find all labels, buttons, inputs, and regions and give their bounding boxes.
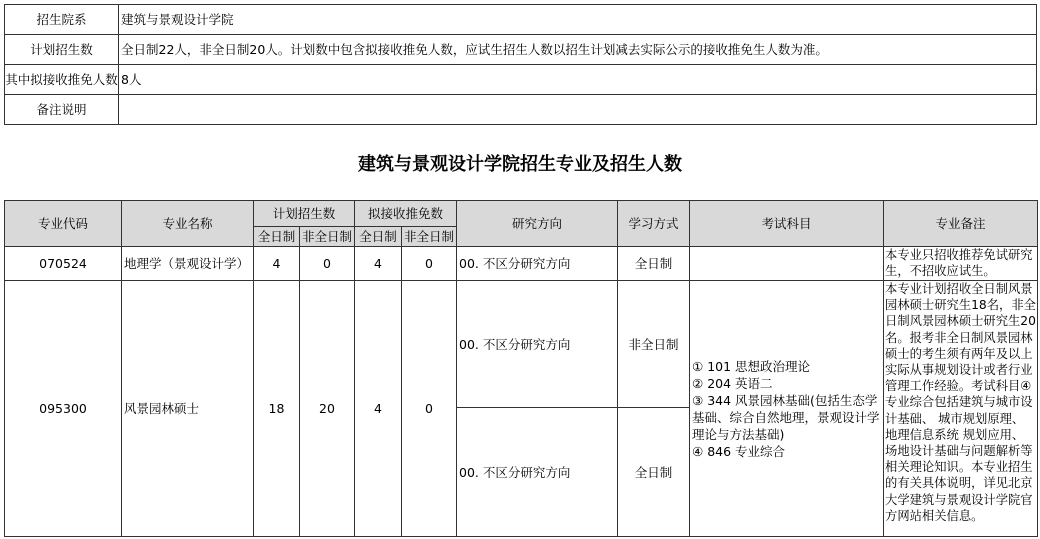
cell-code: 095300 [5,281,122,537]
info-value: 8人 [119,65,1037,95]
info-row [5,65,1037,95]
cell-code: 070524 [5,247,122,281]
cell-direction: 00. 不区分研究方向 [457,281,618,408]
info-key: 招生院系 [5,5,119,35]
header-code: 专业代码 [5,201,122,247]
cell-plan-full: 4 [254,247,300,281]
table-row [5,281,1038,408]
exam-item: ① 101 思想政治理论 [692,358,811,374]
exam-item: ④ 846 专业综合 [692,443,786,459]
cell-direction: 00. 不区分研究方向 [457,247,618,281]
header-exempt: 拟接收推免数 [355,201,457,227]
cell-plan-part: 20 [300,281,355,537]
info-key: 其中拟接收推免人数 [5,65,119,95]
header-plan-full: 全日制 [254,227,300,247]
header-exempt-full: 全日制 [355,227,402,247]
header-direction: 研究方向 [457,201,618,247]
info-row [5,95,1037,125]
cell-name: 地理学（景观设计学） [122,247,254,281]
info-row [5,35,1037,65]
info-table [4,4,1037,125]
info-row [5,5,1037,35]
cell-note: 本专业只招收推荐免试研究生，不招收应试生。 [884,247,1038,281]
cell-exam [690,247,884,281]
table-row [5,247,1038,281]
exam-item: ③ 344 风景园林基础(包括生态学基础、综合自然地理，景观设计学理论与方法基础) [692,392,880,442]
header-plan-part: 非全日制 [300,227,355,247]
header-exam: 考试科目 [690,201,884,247]
header-plan: 计划招生数 [254,201,355,227]
exam-item: ② 204 英语二 [692,375,773,391]
cell-exam [690,281,884,537]
cell-direction: 00. 不区分研究方向 [457,408,618,537]
info-value: 建筑与景观设计学院 [119,5,1037,35]
cell-plan-full: 18 [254,281,300,537]
major-table [4,200,1038,537]
header-exempt-part: 非全日制 [402,227,457,247]
info-value: 全日制22人，非全日制20人。计划数中包含拟接收推免人数，应试生招生人数以招生计划减去实际公示的接收推免生人数为准。 [119,35,1037,65]
cell-mode: 全日制 [618,408,690,537]
info-value [119,95,1037,125]
header-name: 专业名称 [122,201,254,247]
cell-name: 风景园林硕士 [122,281,254,537]
cell-mode: 非全日制 [618,281,690,408]
cell-mode: 全日制 [618,247,690,281]
cell-exempt-full: 4 [355,281,402,537]
cell-exempt-part: 0 [402,281,457,537]
cell-note: 本专业计划招收全日制风景园林硕士研究生18名，非全日制风景园林硕士研究生20名。报考非全日制风景园林硕士的考生须有两年及以上实际从事规划设计或者行业管理工作经验。考试科目④专业综合包括建筑与城市设计基础、 城市规划原理、地理信息系统 规划应用、场地设计基础与问题解析等相关理论知识。本专业招生的有关具体说明，详见北京大学建筑与景观设计学院官方网站相关信息。 [884,281,1038,537]
cell-exempt-full: 4 [355,247,402,281]
page-title: 建筑与景观设计学院招生专业及招生人数 [358,154,682,175]
cell-exempt-part: 0 [402,247,457,281]
header-mode: 学习方式 [618,201,690,247]
info-key: 备注说明 [5,95,119,125]
info-key: 计划招生数 [5,35,119,65]
header-note: 专业备注 [884,201,1038,247]
cell-plan-part: 0 [300,247,355,281]
